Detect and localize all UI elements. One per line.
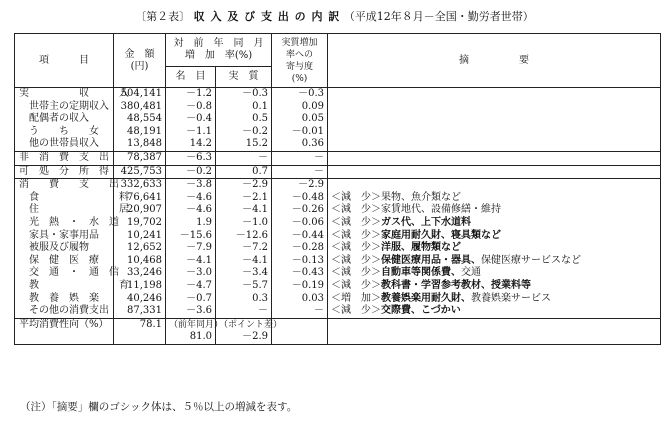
header-nominal: 名 目	[166, 67, 216, 88]
row-nominal: －0.8	[166, 101, 216, 114]
table-row	[15, 151, 661, 165]
row-summary	[328, 305, 661, 318]
row-contribution: －0.48	[272, 192, 328, 205]
row-nominal: －3.0	[166, 267, 216, 280]
row-real: －7.2	[216, 242, 272, 255]
header-amount-unit: (円)	[130, 60, 149, 72]
propensity-yoy-label: （前年同月）	[166, 318, 216, 331]
row-amount: 40,246	[114, 293, 166, 306]
row-amount: 33,246	[114, 267, 166, 280]
row-contribution: －0.44	[272, 230, 328, 243]
row-summary	[328, 255, 661, 268]
table-row	[15, 101, 661, 114]
row-nominal: －4.1	[166, 255, 216, 268]
propensity-summary-empty2	[328, 331, 661, 344]
row-contribution: －2.9	[272, 179, 328, 192]
summary-major-items: 保健医療用品・器具、	[381, 254, 481, 266]
row-amount: 332,633	[114, 179, 166, 192]
summary-label: ＜増 加＞	[331, 292, 381, 304]
row-item: 消 費 支 出	[15, 179, 114, 192]
row-item: う ち 女	[15, 126, 114, 139]
row-summary	[328, 293, 661, 306]
row-nominal: －15.6	[166, 230, 216, 243]
footnote: （注）「摘要」欄のゴシック体は、５％以上の増減を表す。	[20, 401, 298, 413]
row-amount: 380,481	[114, 101, 166, 114]
row-item: 光 熱 ・ 水 道	[15, 217, 114, 230]
row-amount: 19,702	[114, 217, 166, 230]
row-item: 教 育	[15, 280, 114, 293]
row-item: 保 健 医 療	[15, 255, 114, 268]
header-amount	[114, 34, 166, 88]
title-prefix: 〔第２表〕	[135, 10, 191, 23]
row-summary	[328, 280, 661, 293]
row-item: 教 養 娯 楽	[15, 293, 114, 306]
header-summary: 摘 要	[328, 34, 661, 88]
row-summary	[328, 151, 661, 165]
summary-major-items: 教科書・学習参考教材、授業料等	[381, 279, 531, 291]
row-item: 被服及び履物	[15, 242, 114, 255]
row-real: －12.6	[216, 230, 272, 243]
summary-label: ＜減 少＞果物、魚介類など	[331, 191, 461, 203]
row-amount: 76,641	[114, 192, 166, 205]
table-row	[15, 126, 661, 139]
row-real: －0.2	[216, 126, 272, 139]
row-contribution: －0.13	[272, 255, 328, 268]
row-contribution: －0.01	[272, 126, 328, 139]
row-nominal: －6.3	[166, 151, 216, 165]
summary-major-items: 交際費、こづかい	[381, 305, 461, 317]
table-row	[15, 242, 661, 255]
row-amount: 11,198	[114, 280, 166, 293]
row-nominal: －1.2	[166, 88, 216, 101]
table-row	[15, 305, 661, 318]
summary-label: ＜減 少＞家賃地代、設備修繕・維持	[331, 204, 501, 216]
row-item: 可 処 分 所 得	[15, 165, 114, 179]
title-suffix: （平成12年８月－全国・勤労者世帯）	[343, 10, 534, 23]
row-summary	[328, 230, 661, 243]
row-summary	[328, 101, 661, 114]
summary-label: ＜減 少＞	[331, 216, 381, 228]
row-item: 住 居	[15, 204, 114, 217]
row-summary	[328, 126, 661, 139]
summary-label: ＜減 少＞	[331, 242, 381, 254]
table-row	[15, 113, 661, 126]
propensity-values-row	[15, 331, 661, 344]
row-nominal: －7.9	[166, 242, 216, 255]
table-body	[15, 88, 661, 319]
propensity-amount-empty	[114, 331, 166, 344]
row-item: 配偶者の収入	[15, 113, 114, 126]
header-contrib-l3: 寄与度	[285, 61, 313, 72]
header-contrib-l4: (%)	[291, 73, 308, 84]
summary-label: ＜減 少＞	[331, 229, 381, 241]
row-item: その他の消費支出	[15, 305, 114, 318]
table-row	[15, 267, 661, 280]
table-row	[15, 255, 661, 268]
row-contribution: －0.3	[272, 88, 328, 101]
row-real: 0.5	[216, 113, 272, 126]
row-real: －5.7	[216, 280, 272, 293]
row-amount: 48,554	[114, 113, 166, 126]
row-item: 家具・家事用品	[15, 230, 114, 243]
row-real: －2.1	[216, 192, 272, 205]
row-amount: 425,753	[114, 165, 166, 179]
row-nominal: －0.2	[166, 165, 216, 179]
row-real: 0.1	[216, 101, 272, 114]
table-row	[15, 293, 661, 306]
row-contribution: －	[272, 151, 328, 165]
row-nominal: －1.1	[166, 126, 216, 139]
row-amount: 87,331	[114, 305, 166, 318]
header-contrib-l1: 実質増加	[281, 37, 318, 48]
row-amount: 78,387	[114, 151, 166, 165]
propensity-item: 平均消費性向（%）	[15, 318, 114, 331]
title-main: 収 入 及 び 支 出 の 内 訳	[193, 10, 341, 23]
row-amount: 12,652	[114, 242, 166, 255]
summary-major-items: 自動車等関係費、	[381, 267, 461, 279]
row-summary	[328, 138, 661, 151]
row-real: 0.7	[216, 165, 272, 179]
row-real: －3.4	[216, 267, 272, 280]
propensity-contrib-empty2	[272, 331, 328, 344]
row-real: 15.2	[216, 138, 272, 151]
summary-major-items: 教養娯楽用耐久財、	[381, 292, 471, 304]
summary-minor-items: 交通	[461, 267, 481, 279]
row-summary	[328, 267, 661, 280]
row-real: －1.0	[216, 217, 272, 230]
row-contribution: －0.26	[272, 204, 328, 217]
row-summary	[328, 113, 661, 126]
row-item: 実 収 入	[15, 88, 114, 101]
header-yoy-line1: 対 前 年 同 月	[173, 38, 264, 49]
row-contribution: －0.19	[272, 280, 328, 293]
row-contribution: 0.03	[272, 293, 328, 306]
row-contribution: －	[272, 165, 328, 179]
row-contribution: －0.06	[272, 217, 328, 230]
row-real: －2.9	[216, 179, 272, 192]
row-nominal: －0.4	[166, 113, 216, 126]
header-yoy-line2: 増 加 率(%)	[184, 50, 253, 61]
summary-major-items: 家庭用耐久財、寝具類など	[381, 229, 501, 241]
table-title	[0, 8, 669, 24]
row-real: －	[216, 151, 272, 165]
summary-label: ＜減 少＞	[331, 267, 381, 279]
propensity-row	[15, 318, 661, 331]
row-contribution: －	[272, 305, 328, 318]
summary-major-items: 洋服、履物類など	[381, 242, 461, 254]
row-amount: 504,141	[114, 88, 166, 101]
row-amount: 20,907	[114, 204, 166, 217]
row-contribution: 0.36	[272, 138, 328, 151]
row-nominal: 14.2	[166, 138, 216, 151]
propensity-section	[15, 318, 661, 344]
table-row	[15, 165, 661, 179]
row-item: 非 消 費 支 出	[15, 151, 114, 165]
propensity-pt-label: （ポイント差）	[216, 318, 272, 331]
row-real: －4.1	[216, 255, 272, 268]
header-item: 項 目	[15, 34, 114, 88]
row-summary	[328, 88, 661, 101]
row-summary	[328, 179, 661, 192]
row-amount: 13,848	[114, 138, 166, 151]
row-contribution: －0.28	[272, 242, 328, 255]
row-summary	[328, 217, 661, 230]
row-contribution: 0.09	[272, 101, 328, 114]
row-summary	[328, 204, 661, 217]
row-contribution: 0.05	[272, 113, 328, 126]
header-real: 実 質	[216, 67, 272, 88]
summary-minor-items: 教養娯楽サービス	[471, 292, 551, 304]
summary-label: ＜減 少＞	[331, 305, 381, 317]
row-real: －4.1	[216, 204, 272, 217]
summary-minor-items: 保健医療サービスなど	[481, 254, 581, 266]
table-row	[15, 204, 661, 217]
row-nominal: －4.6	[166, 204, 216, 217]
header-yoy	[166, 34, 272, 67]
row-amount: 48,191	[114, 126, 166, 139]
propensity-item-empty	[15, 331, 114, 344]
row-nominal: －0.7	[166, 293, 216, 306]
row-summary	[328, 192, 661, 205]
header-contribution	[272, 34, 328, 88]
row-nominal: －4.7	[166, 280, 216, 293]
summary-label: ＜減 少＞	[331, 279, 381, 291]
row-item: 世帯主の定期収入	[15, 101, 114, 114]
row-item: 交 通 ・ 通 信	[15, 267, 114, 280]
row-item: 他の世帯員収入	[15, 138, 114, 151]
table-row	[15, 88, 661, 101]
table-row	[15, 280, 661, 293]
row-nominal: －4.6	[166, 192, 216, 205]
row-real: 0.3	[216, 293, 272, 306]
row-summary	[328, 242, 661, 255]
row-contribution: －0.43	[272, 267, 328, 280]
table-row	[15, 179, 661, 192]
summary-label: ＜減 少＞	[331, 254, 381, 266]
row-nominal: 1.9	[166, 217, 216, 230]
row-nominal: －3.6	[166, 305, 216, 318]
table-row	[15, 138, 661, 151]
table-row	[15, 217, 661, 230]
header-amount-label: 金 額	[124, 48, 155, 60]
row-summary	[328, 165, 661, 179]
header-contrib-l2: 率への	[285, 49, 313, 60]
propensity-value: 78.1	[114, 318, 166, 331]
row-amount: 10,468	[114, 255, 166, 268]
row-item: 食 料	[15, 192, 114, 205]
row-real: －0.3	[216, 88, 272, 101]
propensity-yoy-value: 81.0	[166, 331, 216, 344]
summary-major-items: ガス代、上下水道料	[381, 216, 471, 228]
table-row	[15, 230, 661, 243]
income-expenditure-table	[14, 33, 661, 345]
propensity-summary-empty	[328, 318, 661, 331]
table-row	[15, 192, 661, 205]
row-amount: 10,241	[114, 230, 166, 243]
row-nominal: －3.8	[166, 179, 216, 192]
row-real: －	[216, 305, 272, 318]
propensity-pt-value: －2.9	[216, 331, 272, 344]
